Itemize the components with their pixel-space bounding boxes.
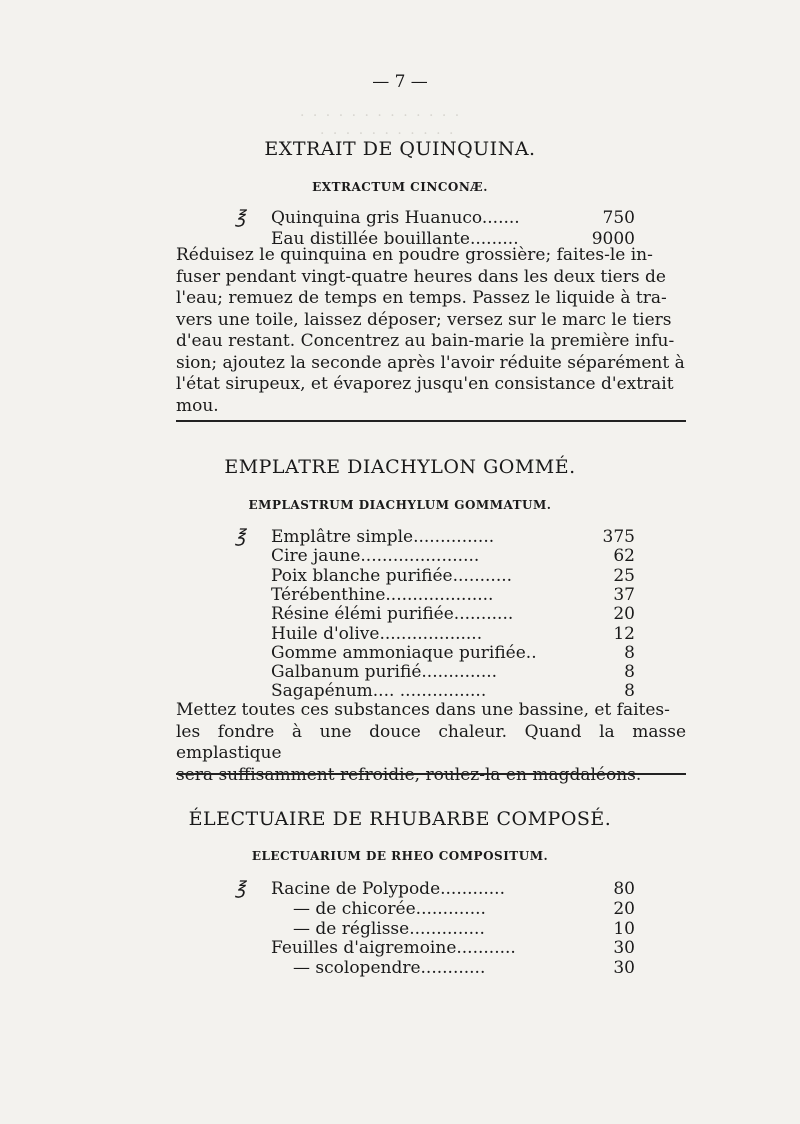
instruction-line: fuser pendant vingt-quatre heures dans les deux tiers de xyxy=(176,266,666,287)
ingredient-quantity: 62 xyxy=(613,546,635,566)
recipe-symbol: ℥ xyxy=(235,207,246,228)
bleed-through-mark: · · · · · · · · · · · xyxy=(320,126,456,142)
ingredient-row xyxy=(235,957,635,979)
ingredient-quantity: 9000 xyxy=(591,229,635,249)
ingredient-row xyxy=(235,898,635,920)
ingredient-name: Emplâtre simple............... xyxy=(271,527,495,547)
section-subtitle: EXTRACTUM CINCONÆ. xyxy=(312,180,488,194)
section-title: EXTRAIT DE QUINQUINA. xyxy=(264,138,536,160)
ingredient-row xyxy=(235,680,635,702)
ingredient-name: — scolopendre............ xyxy=(293,958,486,978)
ingredient-row xyxy=(235,207,635,229)
ingredient-name: Résine élémi purifiée........... xyxy=(271,604,514,624)
ingredient-row xyxy=(235,878,635,900)
ingredient-quantity: 12 xyxy=(613,624,635,644)
instruction-line: Réduisez le quinquina en poudre grossière; faites-le in- xyxy=(176,245,653,265)
section-title: ÉLECTUAIRE DE RHUBARBE COMPOSÉ. xyxy=(188,808,612,830)
ingredient-name: Quinquina gris Huanuco....... xyxy=(271,208,520,228)
instruction-line: Mettez toutes ces substances dans une bassine, et faites- xyxy=(176,700,670,720)
ingredient-quantity: 20 xyxy=(613,899,635,919)
ingredient-name: — de réglisse.............. xyxy=(293,919,485,939)
ingredient-quantity: 750 xyxy=(602,208,635,228)
instruction-line: l'état sirupeux, et évaporez jusqu'en consistance d'extrait xyxy=(176,374,674,394)
section-divider xyxy=(176,773,686,775)
instruction-line: sera suffisamment refroidie, roulez-la en magdaléons. xyxy=(176,764,642,785)
page-number: — 7 — xyxy=(372,72,428,92)
ingredient-quantity: 8 xyxy=(624,643,635,663)
ingredient-row xyxy=(235,545,635,567)
instruction-line: d'eau restant. Concentrez au bain-marie la première infu- xyxy=(176,331,675,351)
ingredient-quantity: 37 xyxy=(613,585,635,605)
instruction-line: sion; ajoutez la seconde après l'avoir réduite séparément à xyxy=(176,352,685,373)
ingredient-row xyxy=(235,603,635,625)
section-subtitle: ELECTUARIUM DE RHEO COMPOSITUM. xyxy=(251,849,549,863)
ingredient-quantity: 20 xyxy=(613,604,635,624)
ingredient-name: Gomme ammoniaque purifiée.. xyxy=(271,643,537,663)
ingredient-quantity: 30 xyxy=(613,938,635,958)
instruction-line: mou. xyxy=(176,395,219,416)
ingredient-quantity: 80 xyxy=(613,879,635,899)
ingredient-name: — de chicorée............. xyxy=(293,899,486,919)
ingredient-quantity: 8 xyxy=(624,681,635,701)
recipe-symbol: ℥ xyxy=(235,878,246,899)
ingredient-quantity: 10 xyxy=(613,919,635,939)
ingredient-quantity: 375 xyxy=(602,527,635,547)
ingredient-name: Poix blanche purifiée........... xyxy=(271,566,513,586)
instruction-line: l'eau; remuez de temps en temps. Passez le liquide à tra- xyxy=(176,288,667,308)
ingredient-name: Cire jaune...................... xyxy=(271,546,480,566)
ingredient-name: Huile d'olive................... xyxy=(271,624,483,644)
ingredient-name: Racine de Polypode............ xyxy=(271,879,505,899)
instructions-paragraph xyxy=(176,245,686,417)
ingredient-row xyxy=(235,937,635,959)
section-title: EMPLATRE DIACHYLON GOMMÉ. xyxy=(224,456,576,478)
instruction-line: les fondre à une douce chaleur. Quand la masse emplastique xyxy=(176,721,686,763)
section-subtitle: EMPLASTRUM DIACHYLUM GOMMATUM. xyxy=(248,498,552,512)
bleed-through-mark: · · · · · · · · · · · · · xyxy=(300,108,462,124)
ingredient-name: Feuilles d'aigremoine........... xyxy=(271,938,516,958)
ingredient-name: Eau distillée bouillante......... xyxy=(271,229,519,249)
recipe-symbol: ℥ xyxy=(235,526,246,547)
ingredient-name: Térébenthine.................... xyxy=(271,585,494,605)
ingredient-name: Sagapénum.... ................ xyxy=(271,681,487,701)
instruction-line: vers une toile, laissez déposer; versez sur le marc le tiers xyxy=(176,309,672,330)
ingredient-quantity: 25 xyxy=(613,566,635,586)
section-divider xyxy=(176,420,686,422)
ingredient-quantity: 8 xyxy=(624,662,635,682)
ingredient-quantity: 30 xyxy=(613,958,635,978)
ingredient-name: Galbanum purifié.............. xyxy=(271,662,498,682)
